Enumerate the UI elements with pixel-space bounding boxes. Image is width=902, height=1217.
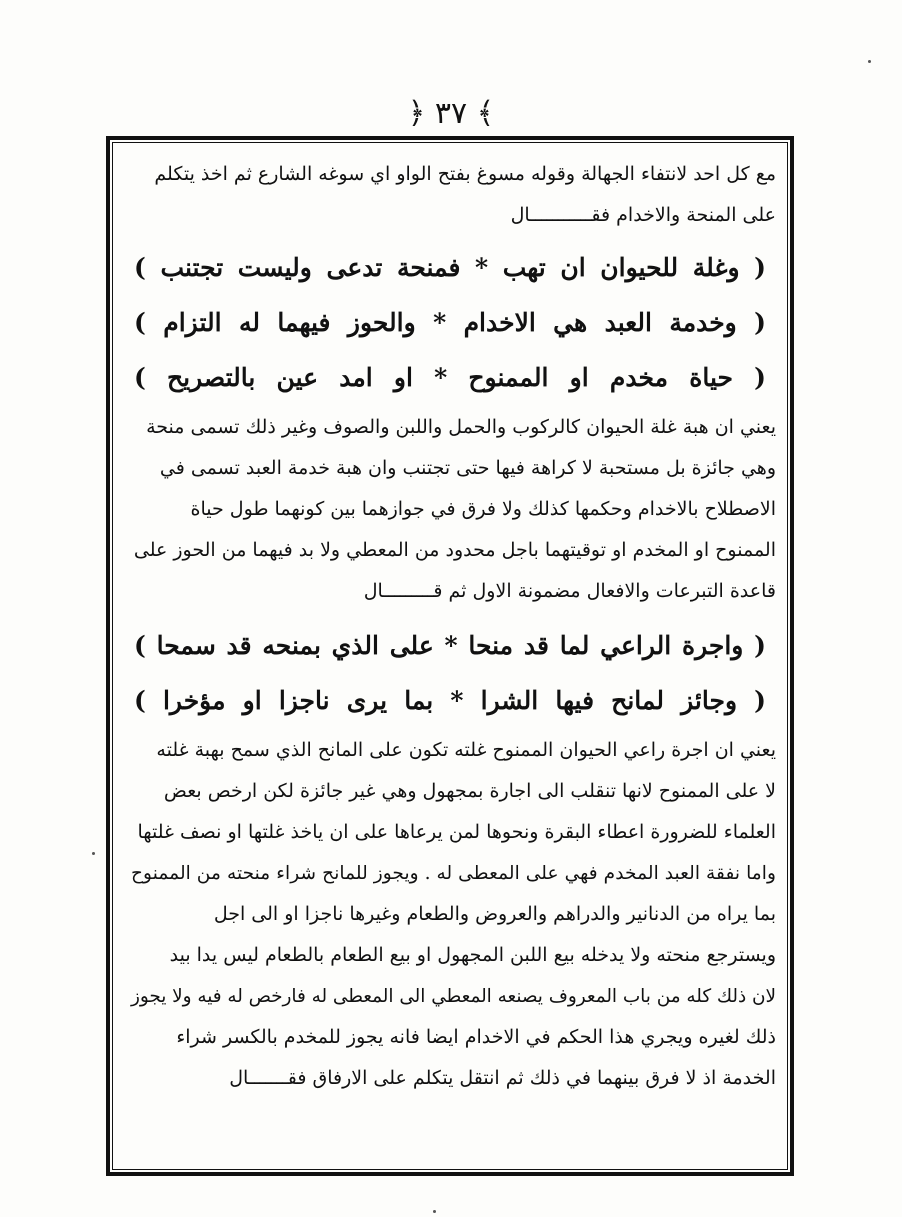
text-line: لان ذلك كله من باب المعروف يصنعه المعطي الى المعطى له فارخص له فيه ولا يجوز <box>130 986 776 1007</box>
text-line: وهي جائزة بل مستحبة لا كراهة فيها حتى تجتنب وان هبة خدمة العبد تسمى في <box>159 457 776 479</box>
text-line: مع كل احد لانتفاء الجهالة وقوله مسوغ بفتح الواو اي سوغه الشارع ثم اخذ يتكلم <box>154 163 776 185</box>
verse-line: ( وجائز لمانح فيها الشرا * بما يرى ناجزا او مؤخرا ) <box>134 686 766 715</box>
text-line: يعني ان هبة غلة الحيوان كالركوب والحمل واللبن والصوف وغير ذلك تسمى منحة <box>146 416 776 438</box>
page-body <box>124 154 776 1099</box>
commentary-block-1 <box>124 154 776 236</box>
verse-line: ( وخدمة العبد هي الاخدام * والحوز فيهما له التزام ) <box>134 308 766 337</box>
verse-line: ( حياة مخدم او الممنوح * او امد عين بالتصريح ) <box>134 363 766 392</box>
text-line: على المنحة والاخدام فقـــــــــــال <box>510 204 776 226</box>
scan-speck <box>433 1210 436 1213</box>
text-line: لا على الممنوح لانها تنقلب الى اجارة بمجهول وهي غير جائزة لكن ارخص بعض <box>163 780 776 802</box>
verse-group-2 <box>124 618 776 728</box>
commentary-block-2 <box>124 407 776 612</box>
verse-group-1 <box>124 240 776 405</box>
text-line: ذلك لغيره ويجري هذا الحكم في الاخدام ايضا فانه يجوز للمخدم بالكسر شراء <box>176 1026 776 1048</box>
text-line: واما نفقة العبد المخدم فهي على المعطى له . ويجوز للمانح شراء منحته من الممنوح <box>130 863 776 884</box>
text-line: الاصطلاح بالاخدام وحكمها كذلك ولا فرق في جوازهما بين كونهما طول حياة <box>190 498 776 520</box>
text-line: العلماء للضرورة اعطاء البقرة ونحوها لمن يرعاها على ان ياخذ غلتها او نصف غلتها <box>137 821 776 843</box>
verse-line: ( واجرة الراعي لما قد منحا * على الذي بمنحه قد سمحا ) <box>134 631 766 660</box>
commentary-block-3 <box>124 730 776 1099</box>
text-line: ويسترجع منحته ولا يدخله بيع اللبن المجهول او بيع الطعام بالطعام ليس يدا بيد <box>169 944 776 966</box>
verse-line: ( وغلة للحيوان ان تهب * فمنحة تدعى وليست تجتنب ) <box>134 253 766 282</box>
page-number: ﴾ ٣٧ ﴿ <box>407 96 495 131</box>
text-line: قاعدة التبرعات والافعال مضمونة الاول ثم قـــــــــال <box>363 580 776 602</box>
text-line: بما يراه من الدنانير والدراهم والعروض والطعام وغيرها ناجزا او الى اجل <box>213 903 776 925</box>
scan-speck <box>92 852 95 855</box>
text-line: يعني ان اجرة راعي الحيوان الممنوح غلته تكون على المانح الذي سمح بهبة غلته <box>156 739 776 761</box>
text-line: الممنوح او المخدم او توقيتهما باجل محدود من المعطي ولا بد فيهما من الحوز على <box>133 539 776 561</box>
scan-speck <box>868 60 871 63</box>
text-line: الخدمة اذ لا فرق بينهما في ذلك ثم انتقل يتكلم على الارفاق فقـــــــال <box>229 1067 776 1089</box>
